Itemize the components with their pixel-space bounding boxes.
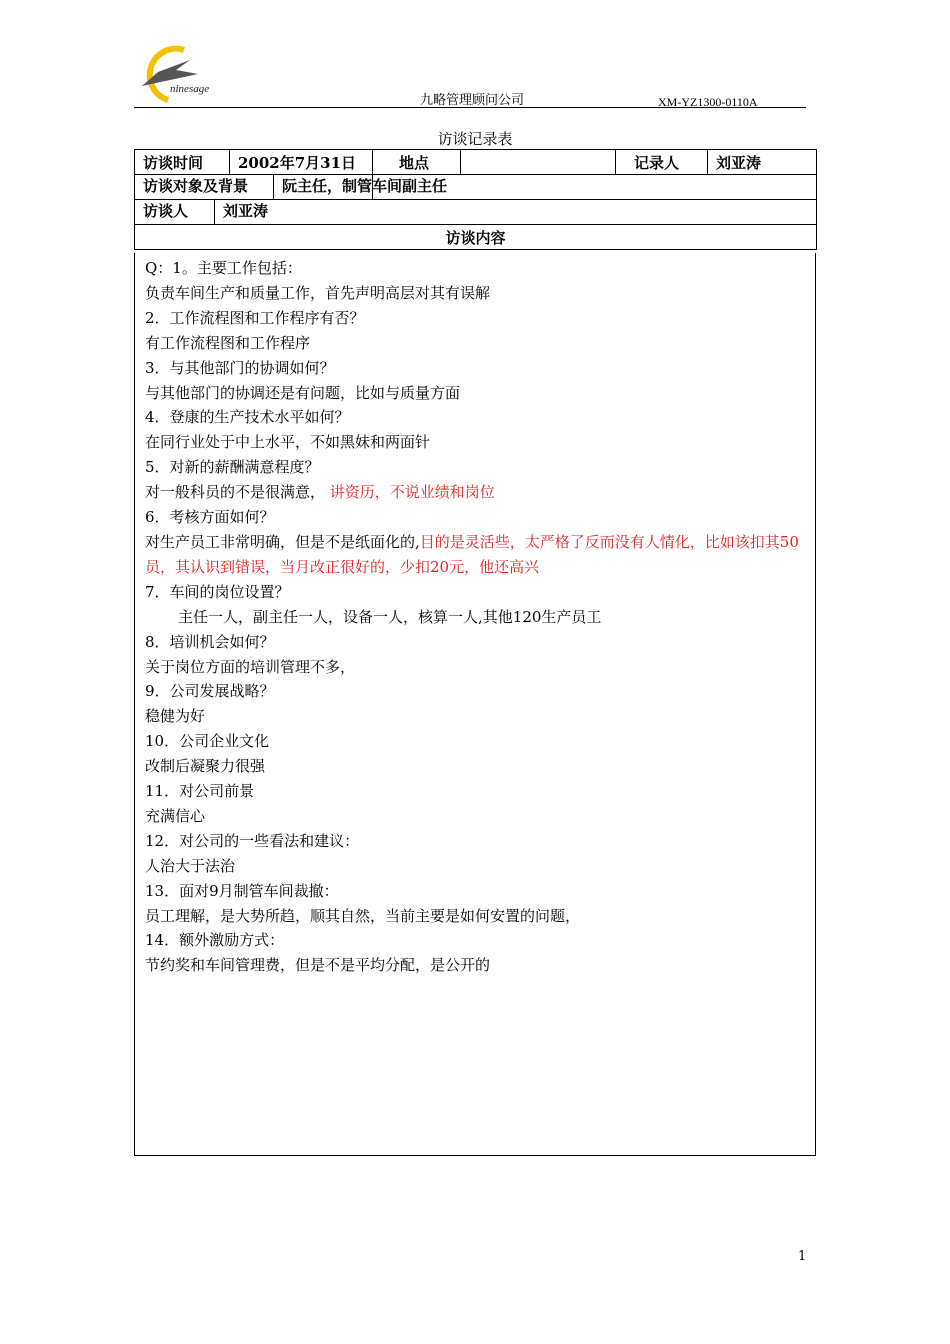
form-title: 访谈记录表 [437,130,513,148]
content-line: 13．面对9月制管车间裁撤： [145,881,339,900]
content-line: 有工作流程图和工作程序 [145,333,311,352]
interviewer-cell [135,200,817,225]
time-value: 2002年7月31日 [230,150,373,175]
content-line: 人治大于法治 [145,856,236,875]
content-line: 稳健为好 [145,707,206,726]
place-label: 地点 [373,150,461,175]
content-text: 对生产员工非常明确，但是不是纸面化的, [145,532,420,551]
subject-label [135,175,448,200]
content-text: 对一般科员的不是很满意， [145,483,326,502]
content-line: 7．车间的岗位设置？ [145,582,290,601]
content-line: 9．公司发展战略？ [145,682,275,701]
content-line [145,530,809,580]
emphasis-text: 目的是灵活些，太严格了反而没有人情化，比如该扣其50员，其认识到错误，当月改正很好的，少扣20元，他还高兴 [145,532,799,576]
subject-label-text: 访谈对象及背景 [143,177,249,195]
content-line: 10．公司企业文化 [145,732,270,751]
content-line: 员工理解，是大势所趋，顺其自然，当前主要是如何安置的问题， [145,906,581,925]
content-line: 4．登康的生产技术水平如何？ [145,408,350,427]
content-line: 与其他部门的协调还是有问题，比如与质量方面 [145,383,461,402]
recorder-value: 刘亚涛 [708,150,817,175]
content-line: 8．培训机会如何？ [145,632,275,651]
content-header: 访谈内容 [135,225,817,250]
info-row-interviewer [135,200,817,225]
info-row-subject [135,175,817,200]
interview-info-table [134,149,817,250]
content-line: 12．对公司的一些看法和建议： [145,831,360,850]
interviewer-label: 访谈人 [143,202,189,220]
content-line: 节约奖和车间管理费，但是不是平均分配，是公开的 [145,956,491,975]
recorder-label: 记录人 [616,150,708,175]
content-line [145,480,809,505]
content-line: 充满信心 [145,806,206,825]
time-label: 访谈时间 [135,150,230,175]
document-number: XM-YZ1300-0110A [658,95,758,109]
company-name: 九略管理顾问公司 [420,93,525,108]
content-line: 3．与其他部门的协调如何？ [145,358,335,377]
emphasis-text: 讲资历，不说业绩和岗位 [329,483,495,502]
interview-content [145,256,809,978]
info-row-content-header [135,225,817,250]
content-line: 改制后凝聚力很强 [145,757,266,776]
logo-text: ninesage [170,83,210,95]
content-line: 5．对新的薪酬满意程度？ [145,458,320,477]
ninesage-logo [128,44,228,106]
place-value [461,150,616,175]
content-line: 14．额外激励方式： [145,931,285,950]
subject-value: 阮主任，制管车间副主任 [282,177,448,195]
header-rule [134,107,806,108]
info-row-time [135,150,817,175]
subject-divider [273,175,274,199]
content-line: Q：1。主要工作包括： [145,259,302,277]
interviewer-value: 刘亚涛 [223,202,269,220]
content-line: 关于岗位方面的培训管理不多， [145,657,356,676]
page-number: 1 [798,1249,807,1264]
content-line: 负责车间生产和质量工作，首先声明高层对其有误解 [145,283,491,302]
content-line: 6．考核方面如何？ [145,508,275,527]
content-line: 2．工作流程图和工作程序有否？ [145,308,365,327]
interview-content-box [134,253,816,1156]
interviewer-divider [214,200,215,224]
content-line: 在同行业处于中上水平，不如黑妹和两面针 [145,433,431,452]
content-line: 11．对公司前景 [145,782,255,801]
content-line: 主任一人，副主任一人，设备一人，核算一人,其他120生产员工 [178,607,602,626]
